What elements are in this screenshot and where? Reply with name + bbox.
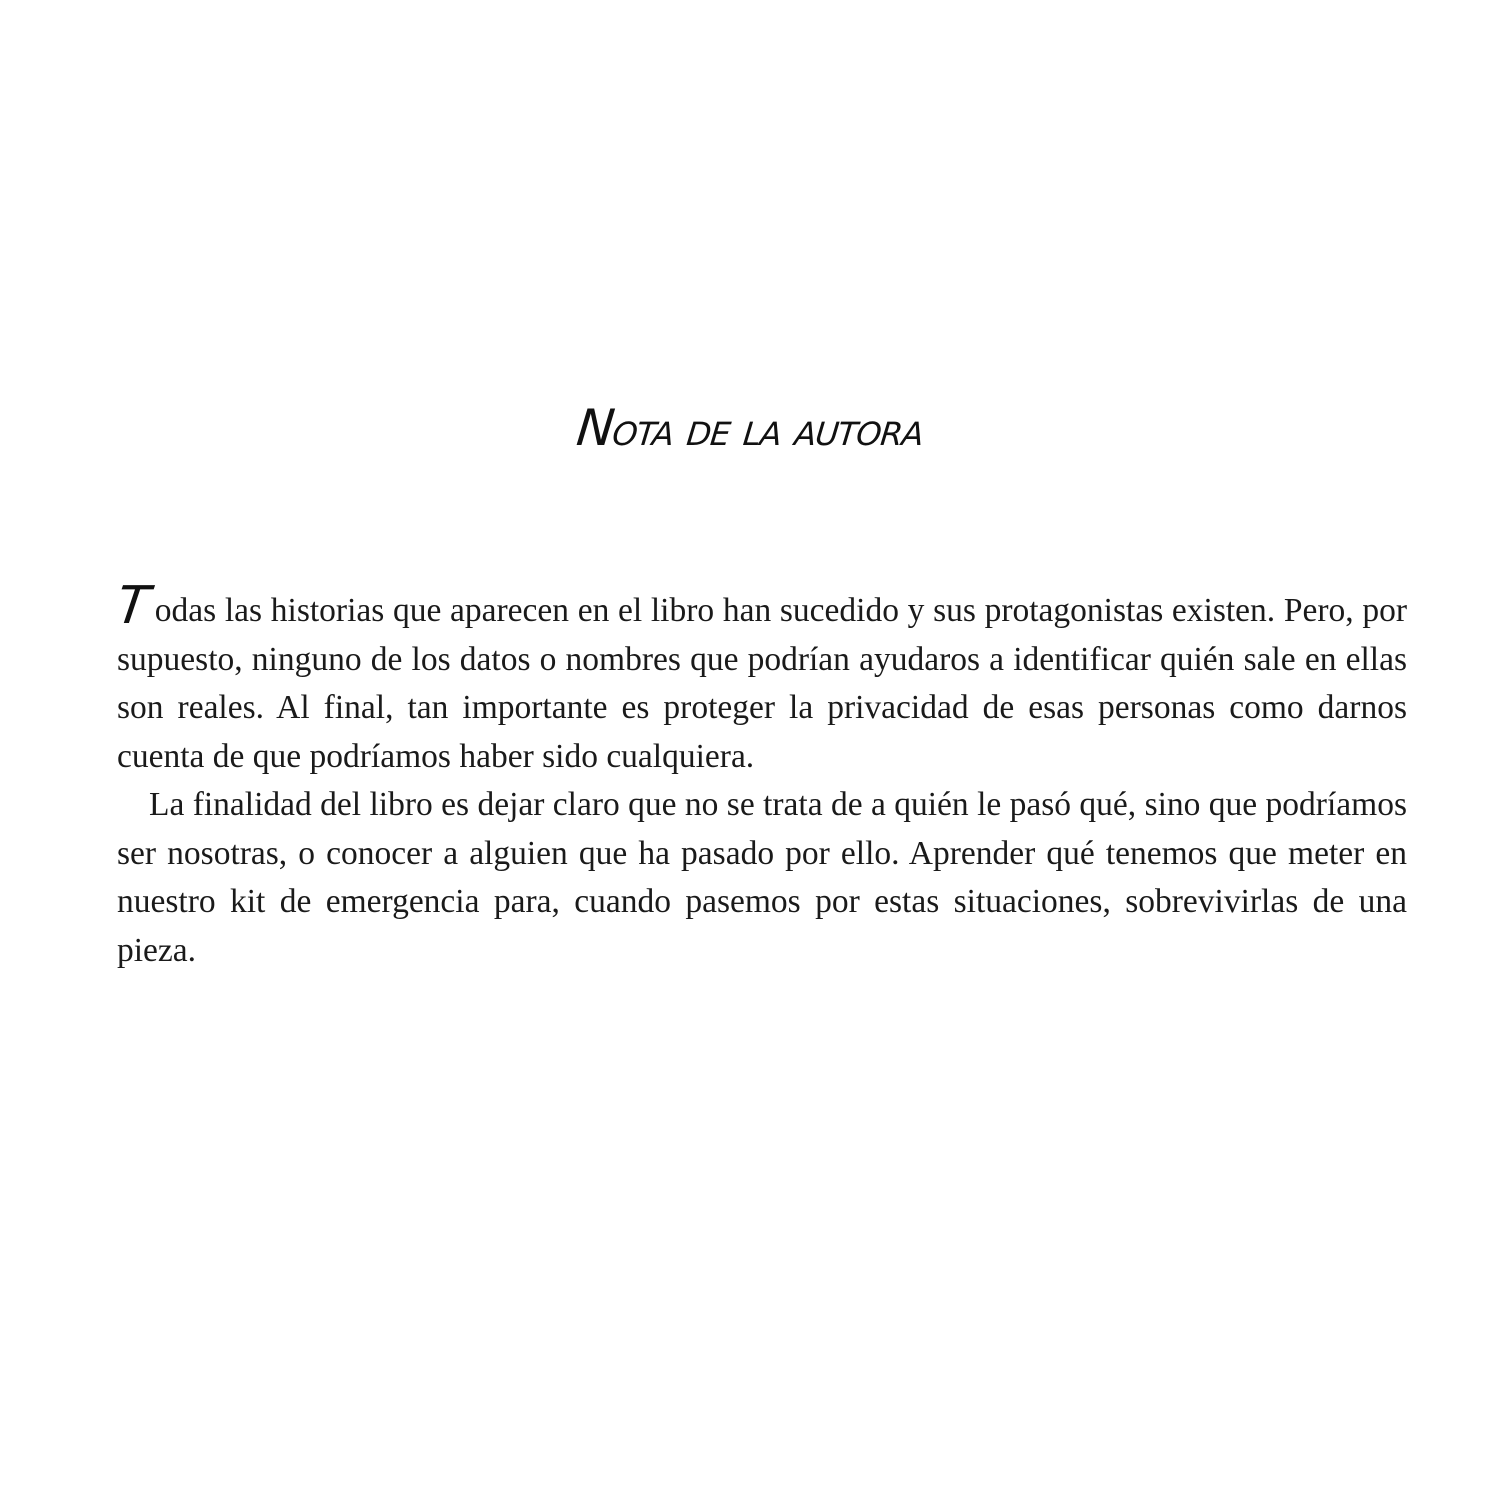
paragraph-1: [112, 576, 1407, 781]
paragraph-2: [117, 781, 1407, 975]
page-title-initial: N: [573, 399, 617, 457]
paragraph-2-text: La finalidad del libro es dejar claro que no se trata de a quién le pasó qué, sino que podríamos ser nosotras, o conocer a alguien que ha pasado por ello. Aprender qué tenemos que meter en nuestro kit de emergencia para, cuando pasemos por estas situaciones, sobrevivirlas de una pieza.: [117, 786, 1407, 969]
page-title: [0, 398, 1500, 461]
body-text: [112, 576, 1407, 975]
paragraph-1-text: odas las historias que aparecen en el libro han sucedido y sus protagonistas existen. Pero, por supuesto, ninguno de los datos o nombres que podrían ayudaros a identificar quién sale en ellas son reales. Al final, tan importante es proteger la privacidad de esas personas como darnos cuenta de que podríamos haber sido cualquiera.: [117, 592, 1407, 775]
page-title-rest: ota de la autora: [610, 402, 927, 456]
drop-cap: T: [112, 576, 153, 636]
